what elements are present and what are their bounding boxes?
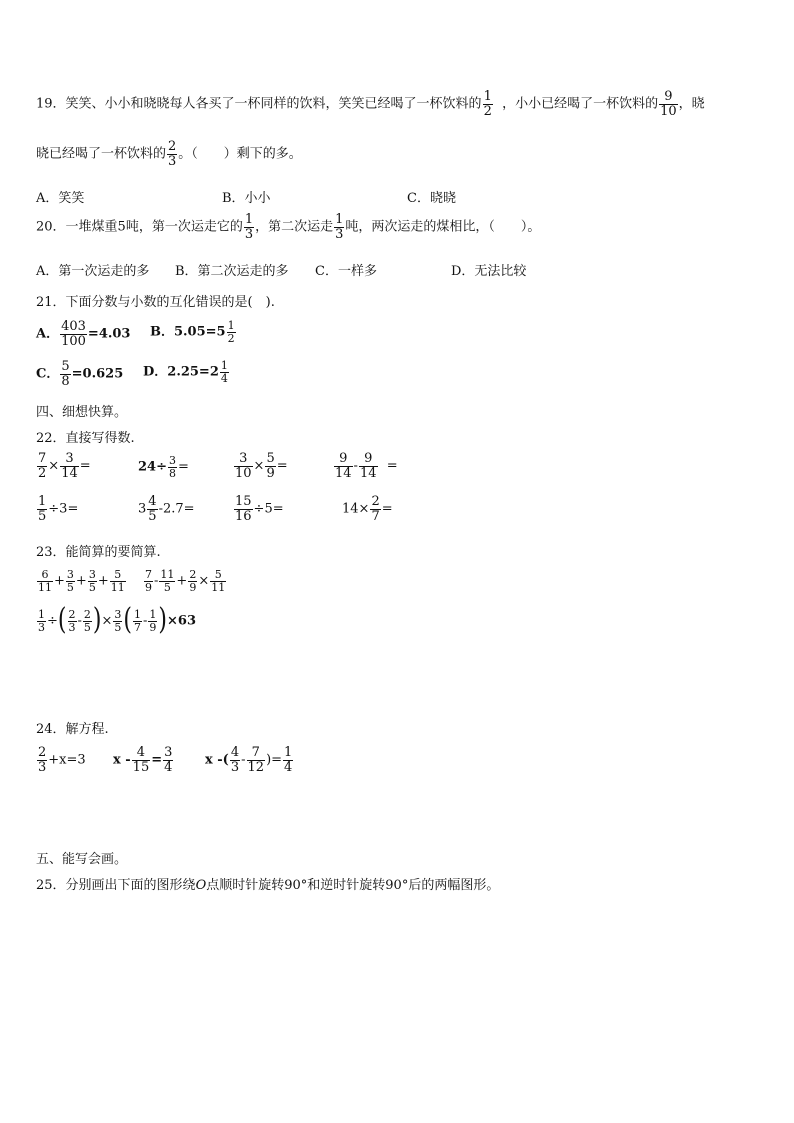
q23-expr-1: $\frac{6}{11}$ + $\frac{3}{5}$ + $\frac{3}{5}$ + $\frac{5}{11}$ — [38, 568, 125, 594]
q22-expr-4: $\frac{9}{14}$ - $\frac{9}{14}$ = — [335, 451, 398, 481]
q20-fraction-2: $\frac{1}{3}$ — [335, 212, 344, 242]
q19-option-b: B．小小 — [222, 191, 271, 206]
q19-option-a: A．笑笑 — [36, 191, 85, 206]
q24-title: 24．解方程. — [36, 722, 109, 737]
q25-stem: 25．分别画出下面的图形绕O点顺时针旋转90°和逆时针旋转90°后的两幅图形。 — [36, 878, 500, 893]
q20-line: 20．一堆煤重5吨，第一次运走它的 $\frac{1}{3}$ ，第二次运走 $\frac{1}{3}$ 吨，两次运走的煤相比，（ ）。 — [36, 212, 541, 242]
q22-expr-5: $\frac{1}{5}$ ÷3= — [38, 494, 79, 524]
q21-option-b: B．5.05=5 $\frac{1}{2}$ — [150, 319, 235, 345]
q21-option-d: D．2.25=2 $\frac{1}{4}$ — [143, 359, 228, 385]
q22-title: 22．直接写得数. — [36, 431, 135, 446]
q20-option-b: B．第二次运走的多 — [175, 264, 289, 279]
q21-a-fraction: $\frac{403}{100}$ — [61, 319, 86, 349]
q23-expr-2: $\frac{7}{9}$ - $\frac{11}{5}$ + $\frac{2}{9}$ × $\frac{5}{11}$ — [145, 568, 226, 594]
q20-option-c: C．一样多 — [315, 264, 377, 279]
q22-expr-8: 14× $\frac{2}{7}$ = — [342, 494, 393, 524]
q24-equation-3: x -( $\frac{4}{3}$ - $\frac{7}{12}$ )= $\frac{1}{4}$ — [205, 745, 293, 775]
q21-option-a: A． $\frac{403}{100}$ =4.03 — [36, 319, 131, 349]
q21-b-fraction: $\frac{1}{2}$ — [227, 319, 235, 345]
q21-c-fraction: $\frac{5}{8}$ — [61, 359, 70, 389]
q21-stem: 21．下面分数与小数的互化错误的是( ). — [36, 295, 275, 310]
q19-line2: 晓已经喝了一杯饮料的 $\frac{2}{3}$ 。（ ）剩下的多。 — [36, 139, 302, 169]
q22-expr-6: 3 $\frac{4}{5}$ -2.7= — [138, 494, 195, 524]
section-5-heading: 五、能写会画。 — [36, 852, 128, 867]
section-4-heading: 四、细想快算。 — [36, 405, 128, 420]
q19-line1: 19．笑笑、小小和晓晓每人各买了一杯同样的饮料，笑笑已经喝了一杯饮料的 $\frac{1}{2}$ ，小小已经喝了一杯饮料的 $\frac{9}{10}$ ，晓 — [36, 89, 705, 119]
q19-fraction-3: $\frac{2}{3}$ — [168, 139, 177, 169]
q24-equation-2: x - $\frac{4}{15}$ = $\frac{3}{4}$ — [113, 745, 173, 775]
q22-expr-7: $\frac{15}{16}$ ÷5= — [235, 494, 284, 524]
q23-expr-3: $\frac{1}{3}$ ÷( $\frac{2}{3}$ - $\frac{2}{5}$ )× $\frac{3}{5}$ ( $\frac{1}{7}$ - $\frac{1}{9}$ )×63 — [38, 603, 196, 638]
q19-option-c: C．晓晓 — [407, 191, 456, 206]
q21-option-c: C． $\frac{5}{8}$ =0.625 — [36, 359, 124, 389]
q21-d-fraction: $\frac{1}{4}$ — [220, 359, 228, 385]
q24-equation-1: $\frac{2}{3}$ +x=3 — [38, 745, 86, 775]
q20-fraction-1: $\frac{1}{3}$ — [244, 212, 254, 242]
q19-fraction-1: $\frac{1}{2}$ — [483, 89, 492, 119]
q22-expr-3: $\frac{3}{10}$ × $\frac{5}{9}$ = — [235, 451, 288, 481]
q20-option-a: A．第一次运走的多 — [36, 264, 150, 279]
q22-expr-1: $\frac{7}{2}$ × $\frac{3}{14}$ = — [38, 451, 91, 481]
q23-title: 23．能简算的要简算. — [36, 545, 161, 560]
q20-option-d: D．无法比较 — [451, 264, 527, 279]
q19-fraction-2: $\frac{9}{10}$ — [660, 89, 677, 119]
q22-expr-2: 24÷ $\frac{3}{8}$ = — [138, 454, 189, 480]
